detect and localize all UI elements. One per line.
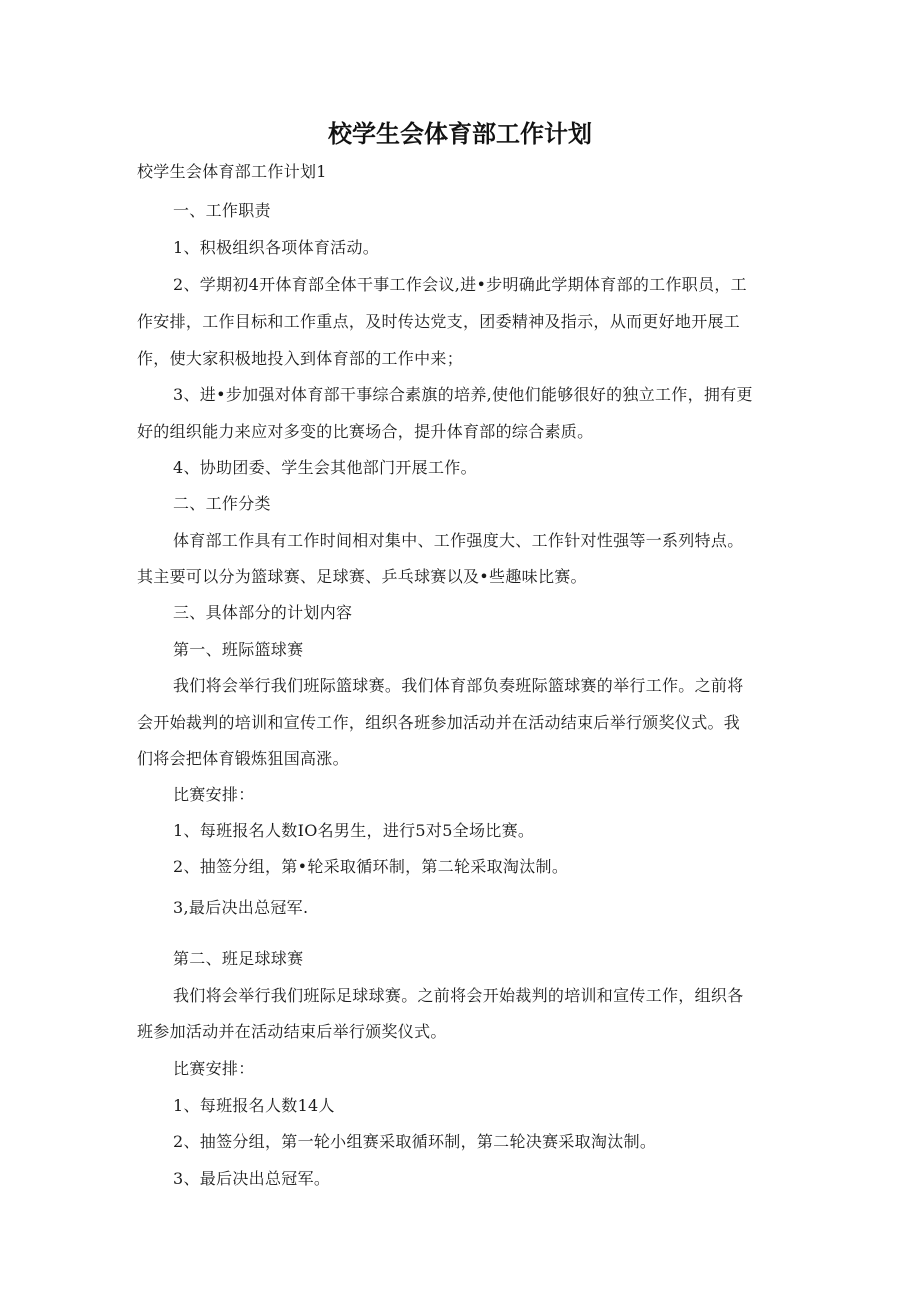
paragraph-line: 作，使大家积极地投入到体育部的工作中来； xyxy=(137,349,464,368)
paragraph-line: 其主要可以分为篮球赛、足球赛、乒乓球赛以及•些趣味比赛。 xyxy=(137,567,587,586)
list-item: 1、每班报名人数IO名男生，进行5对5全场比赛。 xyxy=(173,821,535,840)
heading-football: 第二、班足球球赛 xyxy=(173,949,304,968)
heading-categories: 二、工作分类 xyxy=(173,494,271,513)
list-item: 2、抽签分组，第一轮小组赛采取循环制，第二轮决赛采取淘汰制。 xyxy=(173,1132,657,1151)
schedule-heading: 比赛安排： xyxy=(173,785,255,804)
heading-duties: 一、工作职责 xyxy=(173,201,271,220)
paragraph-line: 1、积极组织各项体育活动。 xyxy=(173,238,380,257)
paragraph-line: 体育部工作具有工作时间相对集中、工作强度大、工作针对性强等一系列特点。 xyxy=(173,531,744,550)
document-title: 校学生会体育部工作计划 xyxy=(328,120,592,148)
paragraph-line: 们将会把体育锻炼狙国高涨。 xyxy=(137,749,349,768)
list-item: 2、抽签分组，第•轮采取循环制，第二轮采取淘汰制。 xyxy=(173,857,569,876)
heading-plan-content: 三、具体部分的计划内容 xyxy=(173,603,353,622)
paragraph-line: 3、进•步加强对体育部干事综合素旗的培养,使他们能够很好的独立工作，拥有更 xyxy=(173,385,753,404)
heading-basketball: 第一、班际篮球赛 xyxy=(173,640,304,659)
list-item: 3、最后决出总冠军。 xyxy=(173,1169,331,1188)
paragraph-line: 2、学期初4开体育部全体干事工作会议,进•步明确此学期体育部的工作职员，工 xyxy=(173,275,747,294)
paragraph-line: 我们将会举行我们班际足球球赛。之前将会开始裁判的培训和宣传工作，组织各 xyxy=(173,986,744,1005)
schedule-heading: 比赛安排： xyxy=(173,1059,255,1078)
paragraph-line: 我们将会举行我们班际篮球赛。我们体育部负奏班际篮球赛的举行工作。之前将 xyxy=(173,676,744,695)
paragraph-line: 作安排，工作目标和工作重点，及时传达党支，团委精神及指示，从而更好地开展工 xyxy=(137,312,741,331)
list-item: 3,最后决出总冠军. xyxy=(173,898,309,917)
paragraph-line: 4、协助团委、学生会其他部门开展工作。 xyxy=(173,458,477,477)
section-heading: 校学生会体育部工作计划1 xyxy=(137,162,327,181)
list-item: 1、每班报名人数14人 xyxy=(173,1096,335,1115)
paragraph-line: 班参加活动并在活动结束后举行颁奖仪式。 xyxy=(137,1022,447,1041)
paragraph-line: 好的组织能力来应对多变的比赛场合，提升体育部的综合素质。 xyxy=(137,422,594,441)
paragraph-line: 会开始裁判的培训和宣传工作，组织各班参加活动并在活动结束后举行颁奖仪式。我 xyxy=(137,713,741,732)
